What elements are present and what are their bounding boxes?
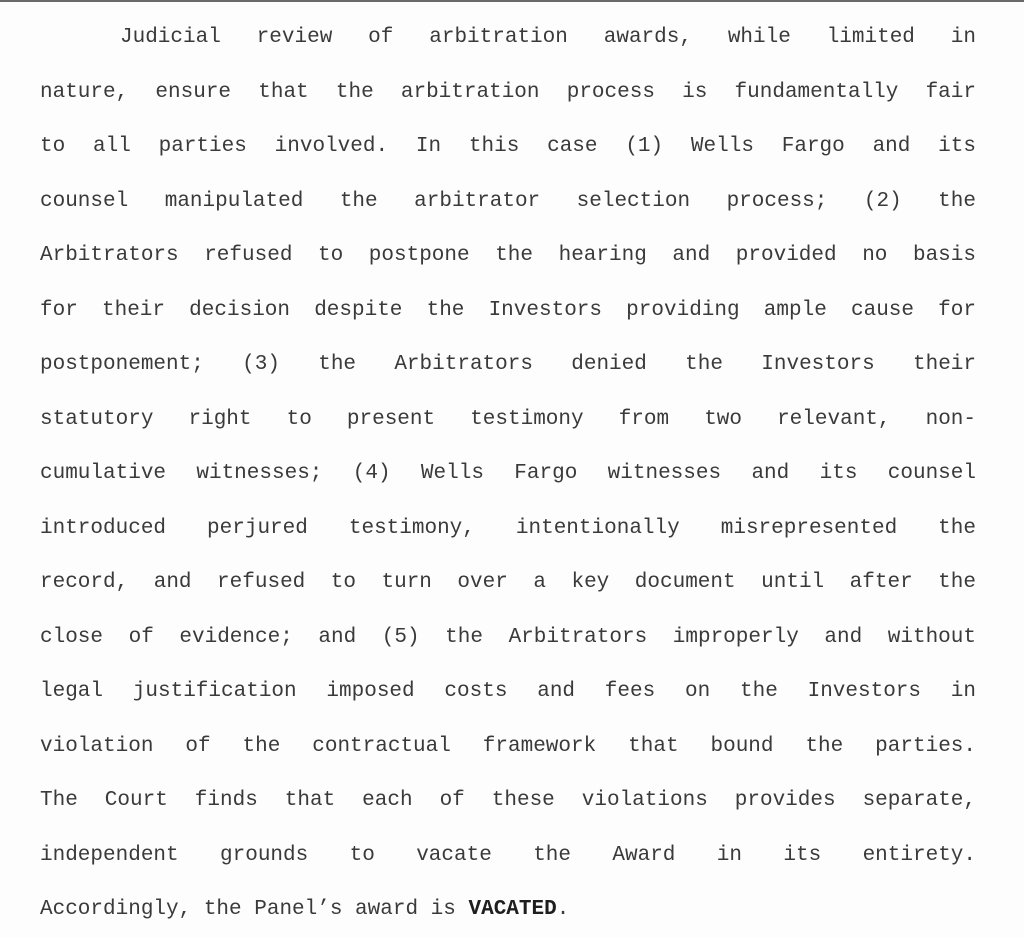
- closing-suffix: .: [556, 898, 570, 921]
- paragraph-line: postponement; (3) the Arbitrators denied the Investors their: [40, 353, 976, 376]
- paragraph-line: independent grounds to vacate the Award in its entirety.: [40, 843, 976, 867]
- paragraph-line: introduced perjured testimony, intentionally misrepresented the: [40, 516, 976, 540]
- paragraph-line: close of evidence; and (5) the Arbitrators improperly and without: [40, 625, 976, 649]
- paragraph-line: nature, ensure that the arbitration process is fundamentally fair: [40, 80, 976, 104]
- closing-line: [40, 890, 976, 945]
- paragraph-line: Arbitrators refused to postpone the hearing and provided no basis: [40, 244, 976, 267]
- closing-prefix: Accordingly, the Panel’s award is: [40, 898, 469, 921]
- paragraph-line: statutory right to present testimony from two relevant, non-: [40, 407, 976, 431]
- paragraph-line: cumulative witnesses; (4) Wells Fargo witnesses and its counsel: [40, 462, 976, 485]
- opinion-paragraph: [40, 18, 976, 945]
- paragraph-line: to all parties involved. In this case (1) Wells Fargo and its: [40, 135, 976, 158]
- paragraph-line: Judicial review of arbitration awards, while limited in: [120, 26, 976, 49]
- paragraph-line: violation of the contractual framework that bound the parties.: [40, 734, 976, 758]
- paragraph-line: legal justification imposed costs and fees on the Investors in: [40, 680, 976, 703]
- paragraph-line: record, and refused to turn over a key document until after the: [40, 571, 976, 594]
- vacated-ruling: VACATED: [468, 898, 557, 921]
- paragraph-line: for their decision despite the Investors providing ample cause for: [40, 298, 976, 322]
- paragraph-line: The Court finds that each of these violations provides separate,: [40, 789, 976, 812]
- paragraph-line: counsel manipulated the arbitrator selection process; (2) the: [40, 189, 976, 213]
